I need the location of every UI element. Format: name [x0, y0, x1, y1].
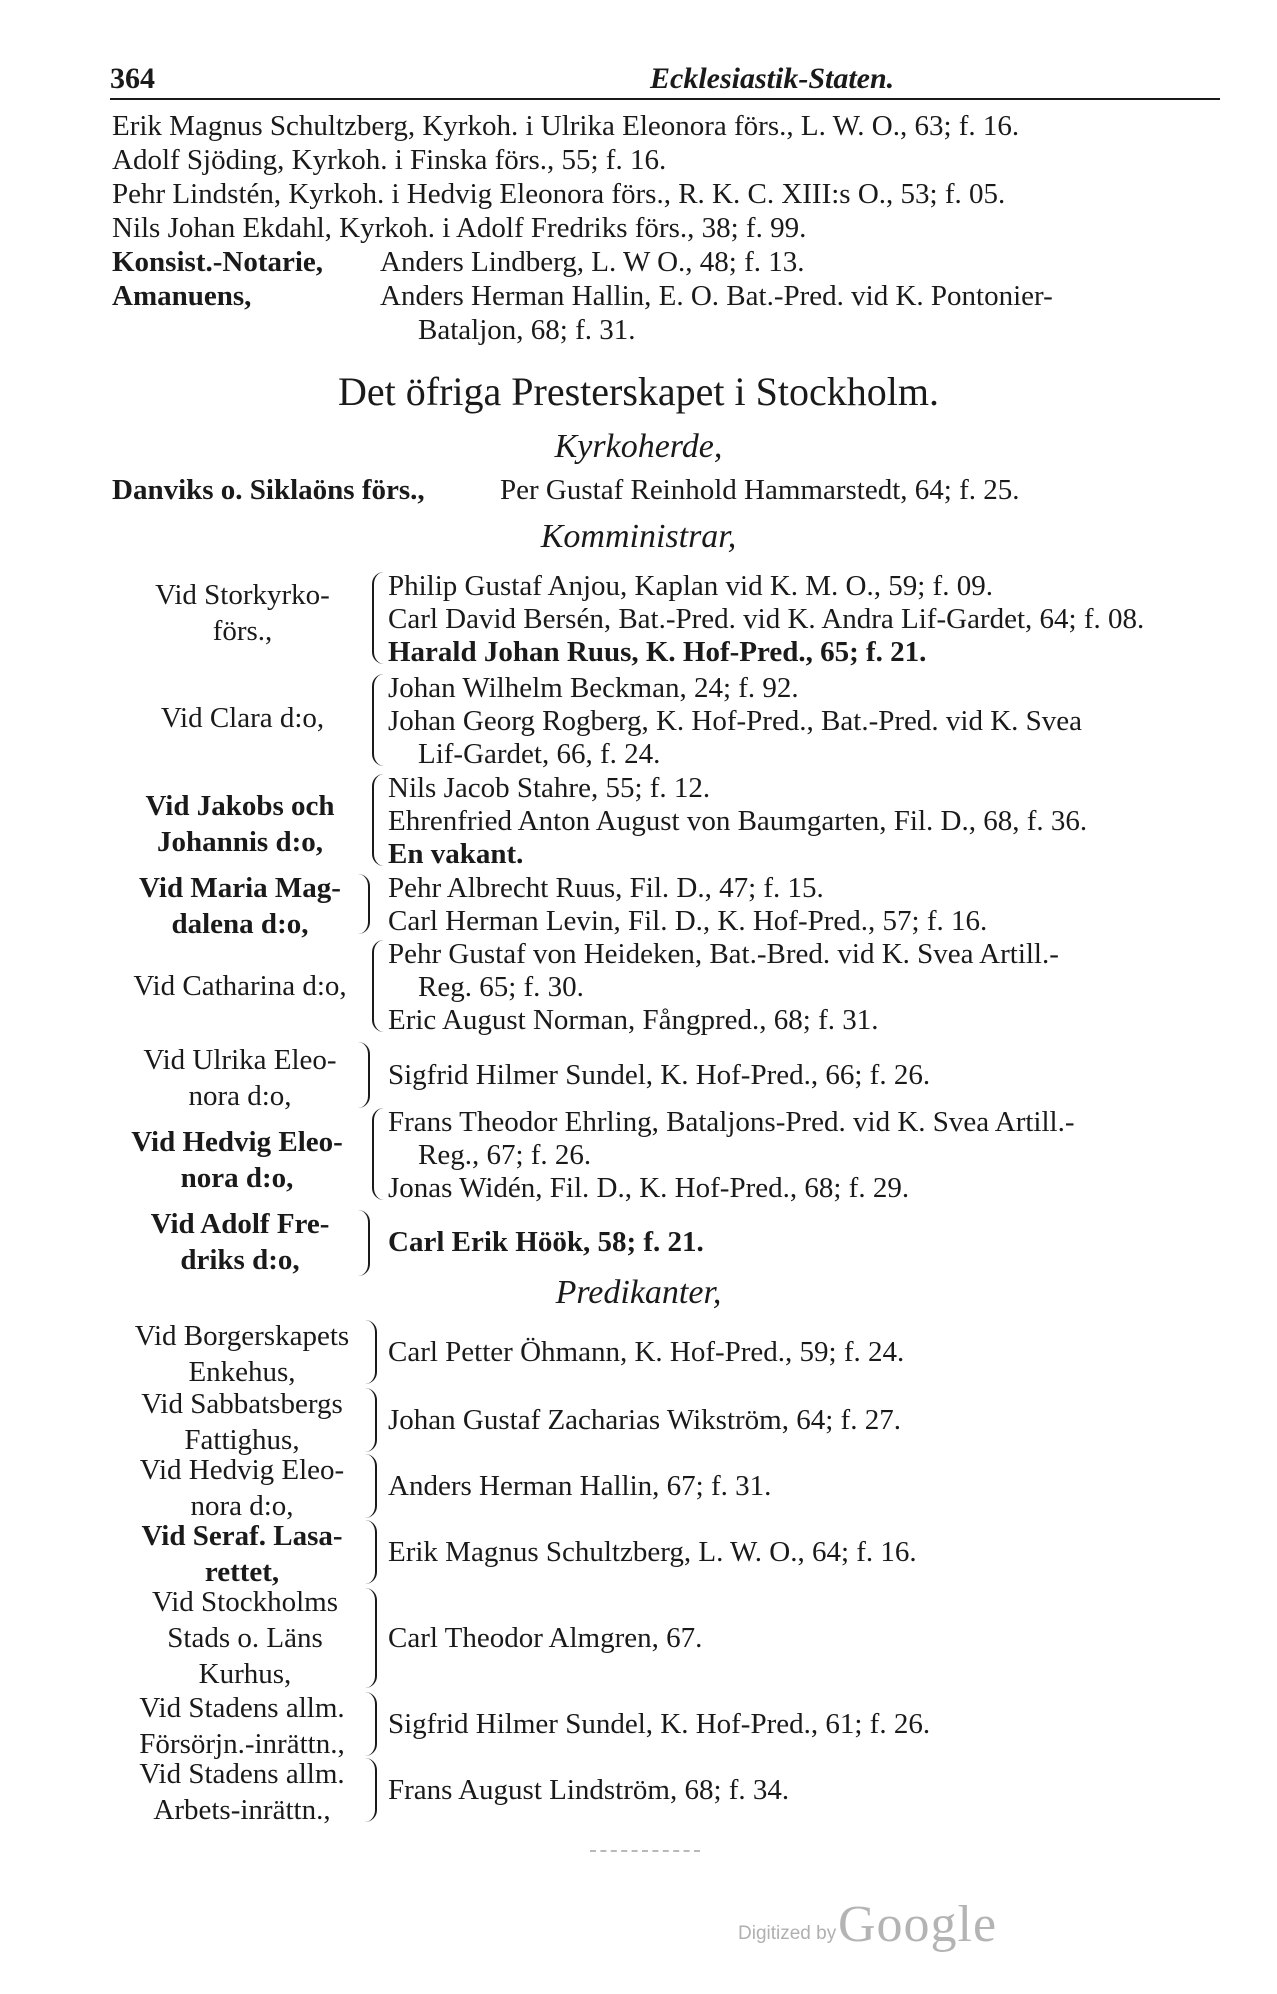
entry-line: Carl David Bersén, Bat.-Pred. vid K. Andra Lif-Gardet, 64; f. 08. — [388, 603, 1145, 635]
entry-line: Nils Johan Ekdahl, Kyrkoh. i Adolf Fredriks förs., 38; f. 99. — [112, 212, 807, 244]
group-label: Vid Seraf. Lasa- rettet, — [141, 1520, 343, 1588]
entry-line: Carl Erik Höök, 58; f. 21. — [388, 1226, 704, 1258]
brace — [365, 1758, 377, 1822]
group-label: Vid Maria Mag- dalena d:o, — [139, 872, 341, 940]
brace — [372, 774, 384, 866]
kyrkoherde-text: Per Gustaf Reinhold Hammarstedt, 64; f. 25. — [500, 474, 1020, 506]
kyrkoherde-heading: Kyrkoherde, — [554, 428, 723, 465]
brace — [365, 1692, 377, 1756]
group-label: Vid Sabbatsbergs Fattighus, — [141, 1388, 343, 1456]
entry-line: En vakant. — [388, 838, 524, 870]
brace — [365, 1388, 377, 1452]
entry-line: Erik Magnus Schultzberg, Kyrkoh. i Ulrika Eleonora förs., L. W. O., 63; f. 16. — [112, 110, 1020, 142]
amanuens-text-cont: Bataljon, 68; f. 31. — [418, 314, 636, 346]
entry-line: Johan Georg Rogberg, K. Hof-Pred., Bat.-Pred. vid K. Svea — [388, 705, 1083, 737]
amanuens-label: Amanuens, — [112, 280, 252, 312]
brace — [372, 674, 384, 766]
group-label: Vid Catharina d:o, — [133, 970, 347, 1002]
entry-line: Nils Jacob Stahre, 55; f. 12. — [388, 772, 711, 804]
entry-line: Johan Wilhelm Beckman, 24; f. 92. — [388, 672, 799, 704]
brace — [372, 940, 384, 1032]
brace — [372, 572, 384, 664]
group-label: Vid Storkyrko- förs., — [155, 579, 330, 647]
brace — [372, 1108, 384, 1200]
entry-line: Sigfrid Hilmer Sundel, K. Hof-Pred., 61; f. 26. — [388, 1708, 931, 1740]
entry-line: Johan Gustaf Zacharias Wikström, 64; f. 27. — [388, 1404, 901, 1436]
brace — [365, 1520, 377, 1584]
group-label: Vid Borgerskapets Enkehus, — [134, 1320, 350, 1388]
entry-line: Reg. 65; f. 30. — [418, 971, 584, 1003]
entry-line: Anders Herman Hallin, 67; f. 31. — [388, 1470, 772, 1502]
group-label: Vid Adolf Fre- driks d:o, — [150, 1208, 330, 1276]
brace — [365, 1454, 377, 1518]
komministrar-heading: Komministrar, — [540, 518, 737, 555]
entry-line: Pehr Lindstén, Kyrkoh. i Hedvig Eleonora förs., R. K. C. XIII:s O., 53; f. 05. — [112, 178, 1006, 210]
digitized-by-label: Digitized by — [738, 1923, 837, 1944]
entry-line: Lif-Gardet, 66, f. 24. — [418, 738, 661, 770]
brace — [358, 1042, 370, 1108]
page-header — [110, 62, 1220, 100]
group-label: Vid Clara d:o, — [160, 702, 325, 734]
page-number: 364 — [110, 62, 155, 95]
footer-rule — [590, 1850, 700, 1852]
group-label: Vid Jakobs och Johannis d:o, — [145, 790, 335, 858]
group-label: Vid Stadens allm. Försörjn.-inrättn., — [139, 1692, 345, 1760]
entry-line: Sigfrid Hilmer Sundel, K. Hof-Pred., 66; f. 26. — [388, 1059, 931, 1091]
amanuens-text: Anders Herman Hallin, E. O. Bat.-Pred. vid K. Pontonier- — [380, 280, 1053, 312]
brace — [358, 1210, 370, 1276]
entry-line: Pehr Albrecht Ruus, Fil. D., 47; f. 15. — [388, 872, 824, 904]
entry-line: Frans August Lindström, 68; f. 34. — [388, 1774, 790, 1806]
group-label: Vid Ulrika Eleo- nora d:o, — [143, 1044, 337, 1112]
konsist-label: Konsist.-Notarie, — [112, 246, 324, 278]
running-title: Ecklesiastik-Staten. — [650, 62, 895, 95]
brace — [365, 1320, 377, 1384]
entry-line: Eric August Norman, Fångpred., 68; f. 31. — [388, 1004, 879, 1036]
brace — [365, 1588, 377, 1688]
google-logo: Google — [838, 1896, 998, 1953]
entry-line: Harald Johan Ruus, K. Hof-Pred., 65; f. 21. — [388, 636, 927, 668]
brace — [358, 874, 370, 934]
kyrkoherde-label: Danviks o. Siklaöns förs., — [112, 474, 425, 506]
predikanter-heading: Predikanter, — [555, 1274, 722, 1311]
konsist-text: Anders Lindberg, L. W O., 48; f. 13. — [380, 246, 805, 278]
entry-line: Adolf Sjöding, Kyrkoh. i Finska förs., 55; f. 16. — [112, 144, 667, 176]
group-label: Vid Hedvig Eleo- nora d:o, — [131, 1126, 343, 1194]
entry-line: Frans Theodor Ehrling, Bataljons-Pred. vid K. Svea Artill.- — [388, 1106, 1075, 1138]
group-label: Vid Stadens allm. Arbets-inrättn., — [139, 1758, 345, 1826]
group-label: Vid Stockholms Stads o. Läns Kurhus, — [152, 1586, 338, 1690]
entry-line: Carl Herman Levin, Fil. D., K. Hof-Pred., 57; f. 16. — [388, 905, 988, 937]
entry-line: Carl Theodor Almgren, 67. — [388, 1622, 703, 1654]
group-label: Vid Hedvig Eleo- nora d:o, — [139, 1454, 345, 1522]
entry-line: Reg., 67; f. 26. — [418, 1139, 592, 1171]
entry-line: Jonas Widén, Fil. D., K. Hof-Pred., 68; f. 29. — [388, 1172, 910, 1204]
entry-line: Pehr Gustaf von Heideken, Bat.-Bred. vid K. Svea Artill.- — [388, 938, 1059, 970]
entry-line: Ehrenfried Anton August von Baumgarten, Fil. D., 68, f. 36. — [388, 805, 1088, 837]
entry-line: Philip Gustaf Anjou, Kaplan vid K. M. O., 59; f. 09. — [388, 570, 993, 602]
entry-line: Erik Magnus Schultzberg, L. W. O., 64; f. 16. — [388, 1536, 917, 1568]
entry-line: Carl Petter Öhmann, K. Hof-Pred., 59; f. 24. — [388, 1336, 905, 1368]
section-title: Det öfriga Presterskapet i Stockholm. — [338, 369, 939, 414]
